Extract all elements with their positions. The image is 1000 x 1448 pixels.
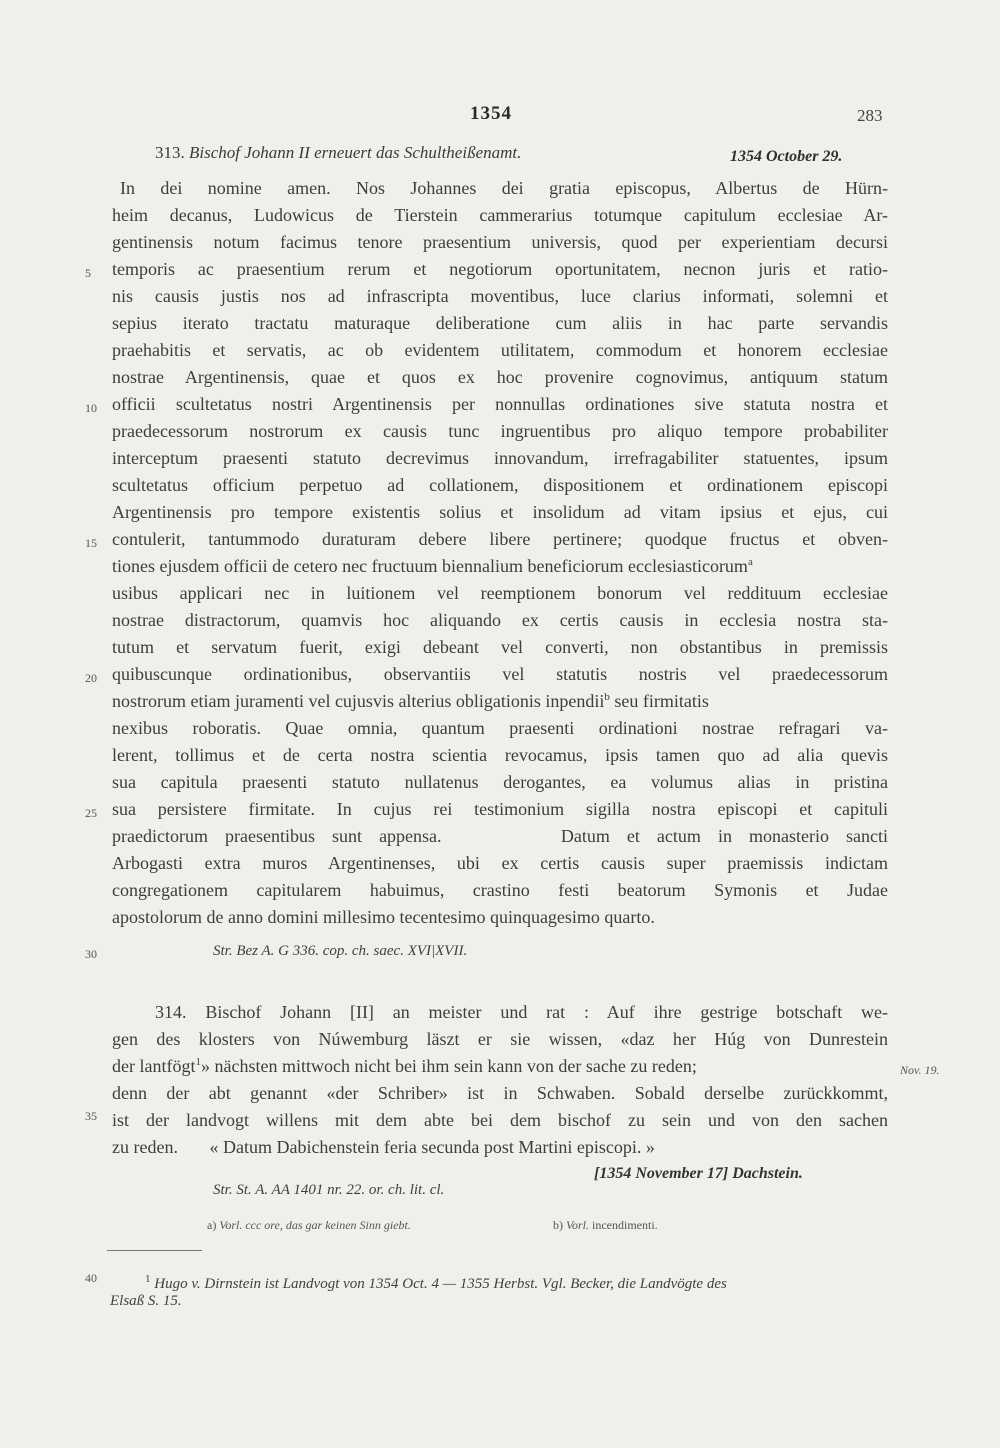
text-line: ist der landvogt willens mit dem abte bei dem bischof zu sein und von den sachen [112, 1110, 888, 1130]
line-number: 5 [85, 266, 91, 280]
line-number: 10 [85, 401, 97, 415]
text-line: officii scultetatus nostri Argentinensis per nonnullas ordinationes sive statuta nostra et [112, 394, 888, 414]
doc314-date: [1354 November 17] Dachstein. [594, 1165, 803, 1182]
text-line: In dei nomine amen. Nos Johannes dei gratia episcopus, Albertus de Hürn- [120, 178, 888, 198]
footnote-number: 1 [145, 1273, 151, 1285]
note-a-label: a) [207, 1218, 217, 1232]
text-line: der lantfögt [112, 1056, 196, 1076]
text-line: Bischof Johann [II] an meister und rat : Auf ihre gestrige botschaft we- [205, 1002, 888, 1022]
note-a [207, 1218, 411, 1233]
text-line: nostrorum etiam juramenti vel cujusvis alterius obligationis inpendii [112, 691, 605, 711]
text-line: congregationem capitularem habuimus, crastino festi beatorum Symonis et Judae [112, 880, 888, 900]
line-number: 40 [85, 1271, 97, 1285]
text-line: temporis ac praesentium rerum et negotiorum oportunitatem, necnon juris et ratio- [112, 259, 888, 279]
page-number: 283 [857, 106, 883, 125]
note-b-label: b) [553, 1218, 563, 1232]
doc314-number: 314. [155, 1002, 187, 1022]
text-line: tutum et servatum fuerit, exigi debeant vel converti, non obstantibus in premissis [112, 637, 888, 657]
footnote-line: Hugo v. Dirnstein ist Landvogt von 1354 Oct. 4 — 1355 Herbst. Vgl. Becker, die Landvögte des [154, 1276, 727, 1292]
text-line: zu reden. « Datum Dabichenstein feria secunda post Martini episcopi. » [112, 1137, 655, 1157]
note-b-text: incendimenti. [589, 1218, 658, 1232]
line-number: 20 [85, 671, 97, 685]
note-marker-a: a [747, 556, 753, 568]
text-line: gen des klosters von Núwemburg läszt er sie wissen, «daz her Húg von Dunrestein [112, 1029, 888, 1049]
text-line: interceptum praesenti statuto decrevimus innovandum, irrefragabiliter statuentes, ipsum [112, 448, 888, 468]
doc313-date: 1354 October 29. [730, 148, 843, 165]
text-line-with-footnote [112, 1056, 888, 1077]
text-line: sepius iterato tractatu maturaque deliberatione cum aliis in hac parte servandis [112, 313, 888, 333]
note-b-vorl: Vorl. [566, 1218, 590, 1232]
note-b [553, 1218, 658, 1233]
line-number: 35 [85, 1109, 97, 1123]
text-line: quibuscunque ordinationibus, observantiis vel statutis nostris vel praedecessorum [112, 664, 888, 684]
text-line: nostrae distractorum, quamvis hoc aliquando ex certis causis in ecclesia nostra sta- [112, 610, 888, 630]
line-number: 25 [85, 806, 97, 820]
text-line-with-note-b [112, 691, 888, 712]
note-marker-b: b [604, 691, 610, 703]
text-line-rest: seu firmitatis [609, 691, 709, 711]
doc313-title: Bischof Johann II erneuert das Schultheißenamt. [189, 143, 522, 162]
text-line: lerent, tollimus et de certa nostra scientia revocamus, ipsis tamen quo ad alia quevis [112, 745, 888, 765]
text-line: Arbogasti extra muros Argentinenses, ubi ex certis causis super praemissis indictam [112, 853, 888, 873]
text-line-with-note-a [112, 556, 888, 577]
margin-date-note: Nov. 19. [900, 1063, 940, 1077]
text-line: apostolorum de anno domini millesimo tecentesimo quinquagesimo quarto. [112, 907, 655, 927]
text-line: denn der abt genannt «der Schriber» ist in Schwaben. Sobald derselbe zurückkommt, [112, 1083, 888, 1103]
line-number: 15 [85, 536, 97, 550]
text-line: sua persistere firmitate. In cujus rei testimonium sigilla nostra episcopi et capituli [112, 799, 888, 819]
text-line: gentinensis notum facimus tenore praesentium universis, quod per experientiam decursi [112, 232, 888, 252]
text-line: heim decanus, Ludowicus de Tierstein cammerarius totumque capitulum ecclesiae Ar- [112, 205, 888, 225]
text-line: nexibus roboratis. Quae omnia, quantum praesenti ordinationi nostrae refragari va- [112, 718, 888, 738]
text-line: praedictorum praesentibus sunt appensa. Datum et actum in monasterio sancti [112, 826, 888, 846]
text-line: praehabitis et servatis, ac ob evidentem utilitatem, commodum et honorem ecclesiae [112, 340, 888, 360]
footnote-line: Elsaß S. 15. [110, 1293, 182, 1309]
page-year: 1354 [470, 103, 512, 124]
doc313-number: 313. [155, 143, 185, 162]
text-line: praedecessorum nostrorum ex causis tunc ingruentibus pro aliquo tempore probabiliter [112, 421, 888, 441]
text-line: contulerit, tantummodo duraturam debere libere pertinere; quodque fructus et obven- [112, 529, 888, 549]
text-line: sua capitula praesenti statuto nullatenus derogantes, ea volumus alias in pristina [112, 772, 888, 792]
line-number: 30 [85, 947, 97, 961]
footnote-rule [107, 1250, 202, 1251]
text-line-rest: » nächsten mittwoch nicht bei ihm sein kann von der sache zu reden; [200, 1056, 697, 1076]
text-line: usibus applicari nec in luitionem vel reemptionem bonorum vel reddituum ecclesiae [112, 583, 888, 603]
text-line: nostrae Argentinensis, quae et quos ex hoc provenire cognovimus, antiquum statum [112, 367, 888, 387]
footnote [145, 1273, 727, 1293]
note-a-text: Vorl. ccc ore, das gar keinen Sinn giebt. [219, 1218, 411, 1232]
doc314-source: Str. St. A. AA 1401 nr. 22. or. ch. lit. cl. [213, 1182, 445, 1198]
footnote-marker: 1 [195, 1056, 201, 1068]
text-line: Argentinensis pro tempore existentis solius et insolidum ad vitam ipsius et ejus, cui [112, 502, 888, 522]
doc313-source: Str. Bez A. G 336. cop. ch. saec. XVI|XVII. [213, 943, 468, 959]
doc314-first-line [155, 1002, 888, 1023]
text-line: tiones ejusdem officii de cetero nec fructuum biennalium beneficiorum ecclesiasticorum [112, 556, 748, 576]
doc313-heading [155, 143, 521, 163]
text-line: nis causis justis nos ad infrascripta moventibus, luce clarius informati, solemni et [112, 286, 888, 306]
text-line: scultetatus officium perpetuo ad collationem, dispositionem et ordinationem episcopi [112, 475, 888, 495]
